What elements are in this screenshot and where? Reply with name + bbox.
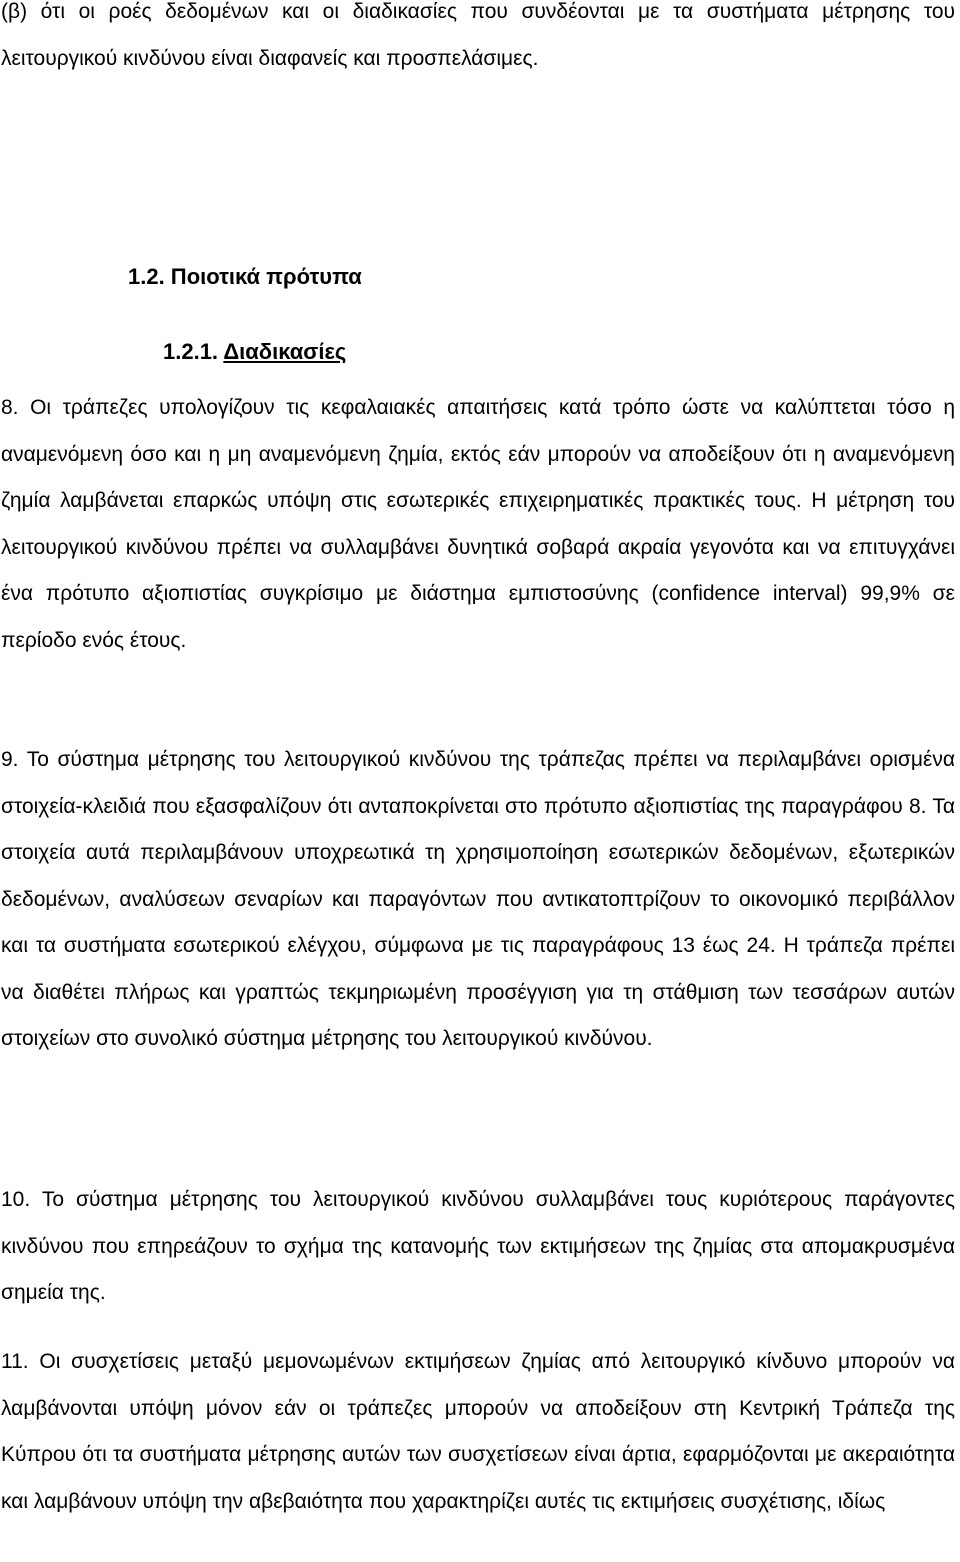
subsection-number: 1.2.1. <box>163 339 219 364</box>
paragraph-beta: (β) ότι οι ροές δεδομένων και οι διαδικασίες που συνδέονται με τα συστήματα μέτρησης του λειτουργικού κινδύνου είναι διαφανείς και προσπελάσιμες. <box>1 0 955 70</box>
subsection-heading-1-2-1 <box>163 337 346 367</box>
subsection-title: Διαδικασίες <box>223 339 347 364</box>
paragraph-8: 8. Οι τράπεζες υπολογίζουν τις κεφαλαιακές απαιτήσεις κατά τρόπο ώστε να καλύπτεται τόσο η αναμενόμενη όσο και η μη αναμενόμενη ζημία, εκτός εάν μπορούν να αποδείξουν ότι η αναμενόμενη ζημία λαμβάνεται επαρκώς υπόψη στις εσωτερικές επιχειρηματικές πρακτικές τους. Η μέτρηση του λειτουργικού κινδύνου πρέπει να συλλαμβάνει δυνητικά σοβαρά ακραία γεγονότα και να επιτυγχάνει ένα πρότυπο αξιοπιστίας συγκρίσιμο με διάστημα εμπιστοσύνης (confidence interval) 99,9% σε περίοδο ενός έτους. <box>1 396 955 652</box>
section-heading-1-2: 1.2. Ποιοτικά πρότυπα <box>128 264 362 289</box>
paragraph-9: 9. Το σύστημα μέτρησης του λειτουργικού κινδύνου της τράπεζας πρέπει να περιλαμβάνει ορισμένα στοιχεία-κλειδιά που εξασφαλίζουν ότι ανταποκρίνεται στο πρότυπο αξιοπιστίας της παραγράφου 8. Τα στοιχεία αυτά περιλαμβάνουν υποχρεωτικά τη χρησιμοποίηση εσωτερικών δεδομένων, εξωτερικών δεδομένων, αναλύσεων σεναρίων και παραγόντων που αντικατοπτρίζουν το οικονομικό περιβάλλον και τα συστήματα εσωτερικού ελέγχου, σύμφωνα με τις παραγράφους 13 έως 24. Η τράπεζα πρέπει να διαθέτει πλήρως και γραπτώς τεκμηριωμένη προσέγγιση για τη στάθμιση των τεσσάρων αυτών στοιχείων στο συνολικό σύστημα μέτρησης του λειτουργικού κινδύνου. <box>1 748 955 1050</box>
paragraph-10: 10. Το σύστημα μέτρησης του λειτουργικού κινδύνου συλλαμβάνει τους κυριότερους παράγοντες κινδύνου που επηρεάζουν το σχήμα της κατανομής των εκτιμήσεων της ζημίας στα απομακρυσμένα σημεία της. <box>1 1188 955 1304</box>
paragraph-11: 11. Οι συσχετίσεις μεταξύ μεμονωμένων εκτιμήσεων ζημίας από λειτουργικό κίνδυνο μπορούν να λαμβάνονται υπόψη μόνον εάν οι τράπεζες μπορούν να αποδείξουν στη Κεντρική Τράπεζα της Κύπρου ότι τα συστήματα μέτρησης αυτών των συσχετίσεων είναι άρτια, εφαρμόζονται με ακεραιότητα και λαμβάνουν υπόψη την αβεβαιότητα που χαρακτηρίζει αυτές τις εκτιμήσεις συσχέτισης, ιδίως <box>1 1350 955 1513</box>
